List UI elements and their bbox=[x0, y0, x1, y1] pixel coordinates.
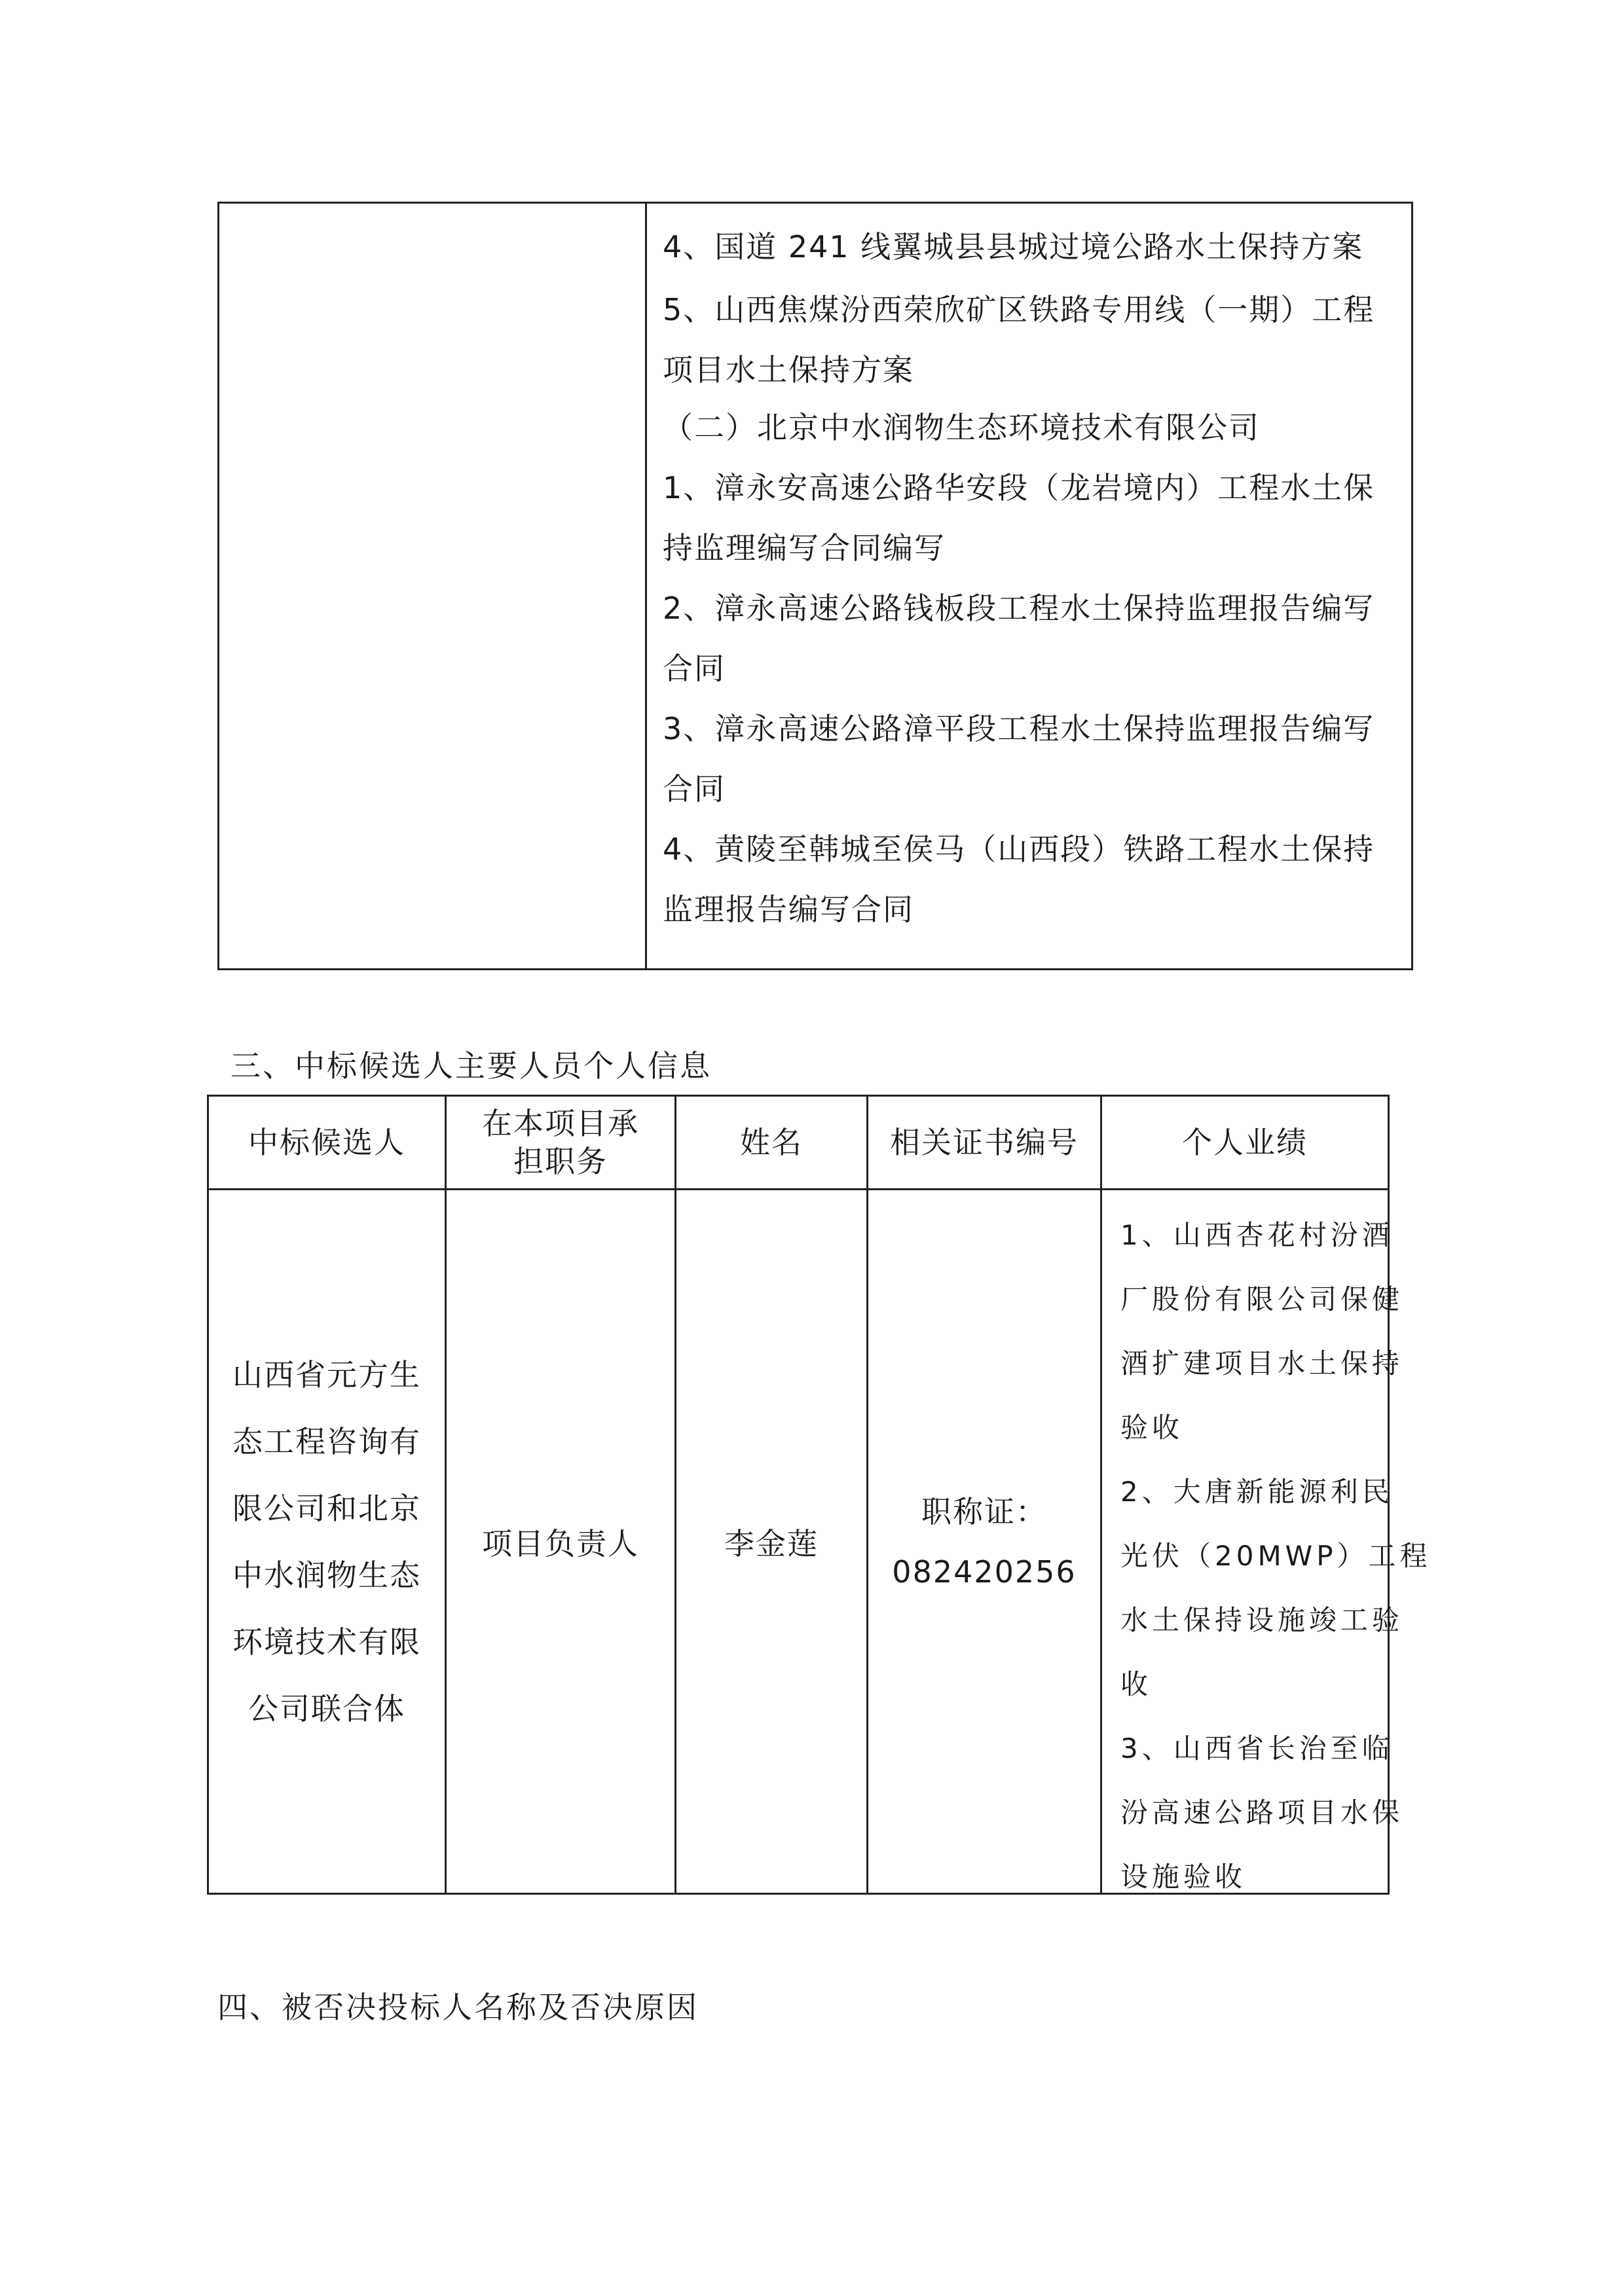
performance-line: 收 bbox=[1120, 1668, 1153, 1700]
project-line: 监理报告编写合同 bbox=[663, 892, 914, 927]
performance-line: 光伏（20MWP）工程 bbox=[1120, 1540, 1431, 1572]
performance-line: 2、大唐新能源利民 bbox=[1120, 1476, 1393, 1508]
project-line: 4、国道 241 线翼城县县城过境公路水土保持方案 bbox=[663, 229, 1364, 264]
project-line: 持监理编写合同编写 bbox=[663, 530, 946, 566]
project-line: 1、漳永安高速公路华安段（龙岩境内）工程水土保 bbox=[663, 470, 1375, 505]
section-heading-rejected-bidders: 四、被否决投标人名称及否决原因 bbox=[217, 1990, 699, 2025]
header-label: 姓名 bbox=[740, 1125, 803, 1160]
performance-line: 3、山西省长治至临 bbox=[1120, 1732, 1393, 1764]
project-line: 3、漳永高速公路漳平段工程水土保持监理报告编写 bbox=[663, 711, 1375, 746]
project-line: 合同 bbox=[663, 771, 726, 807]
header-label: 中标候选人 bbox=[248, 1125, 405, 1160]
performance-line: 厂股份有限公司保健 bbox=[1120, 1283, 1404, 1315]
performance-line: 1、山西杏花村汾酒 bbox=[1120, 1219, 1393, 1251]
header-label: 相关证书编号 bbox=[890, 1125, 1079, 1160]
header-certificate bbox=[868, 1097, 1100, 1188]
performance-line: 设施验收 bbox=[1120, 1861, 1247, 1893]
project-line: （二）北京中水润物生态环境技术有限公司 bbox=[663, 410, 1260, 445]
header-candidate bbox=[209, 1097, 445, 1188]
header-label: 个人业绩 bbox=[1182, 1125, 1308, 1160]
project-line: 5、山西焦煤汾西荣欣矿区铁路专用线（一期）工程 bbox=[663, 292, 1375, 327]
candidate-name: 山西省元方生态工程咨询有限公司和北京中水润物生态环境技术有限公司联合体 bbox=[232, 1357, 421, 1726]
project-line: 合同 bbox=[663, 651, 726, 686]
project-line: 项目水土保持方案 bbox=[663, 352, 914, 388]
person-name: 李金莲 bbox=[724, 1525, 819, 1561]
role-value: 项目负责人 bbox=[482, 1525, 639, 1561]
performance-line: 汾高速公路项目水保 bbox=[1120, 1796, 1404, 1829]
personnel-info-table bbox=[207, 1095, 1431, 1895]
project-line: 4、黄陵至韩城至侯马（山西段）铁路工程水土保持 bbox=[663, 831, 1375, 867]
certificate-cell bbox=[868, 1190, 1100, 1893]
certificate-value: 职称证： 082420256 bbox=[892, 1493, 1077, 1590]
role-cell bbox=[447, 1190, 674, 1893]
section-heading-personnel: 三、中标候选人主要人员个人信息 bbox=[231, 1048, 712, 1084]
project-line: 2、漳永高速公路钱板段工程水土保持监理报告编写 bbox=[663, 591, 1375, 626]
performance-line: 酒扩建项目水土保持 bbox=[1120, 1347, 1404, 1379]
name-cell bbox=[676, 1190, 866, 1893]
table-left-cell bbox=[219, 204, 645, 968]
header-label: 在本项目承 担职务 bbox=[482, 1106, 639, 1179]
header-role bbox=[447, 1097, 674, 1188]
performance-line: 验收 bbox=[1120, 1412, 1184, 1444]
performance-cell bbox=[1102, 1190, 1431, 1893]
header-name bbox=[676, 1097, 866, 1188]
project-experience-table bbox=[217, 202, 1413, 970]
performance-line: 水土保持设施竣工验 bbox=[1120, 1604, 1404, 1636]
header-performance bbox=[1102, 1097, 1388, 1188]
project-list-cell bbox=[647, 204, 1411, 968]
candidate-cell bbox=[209, 1190, 445, 1893]
